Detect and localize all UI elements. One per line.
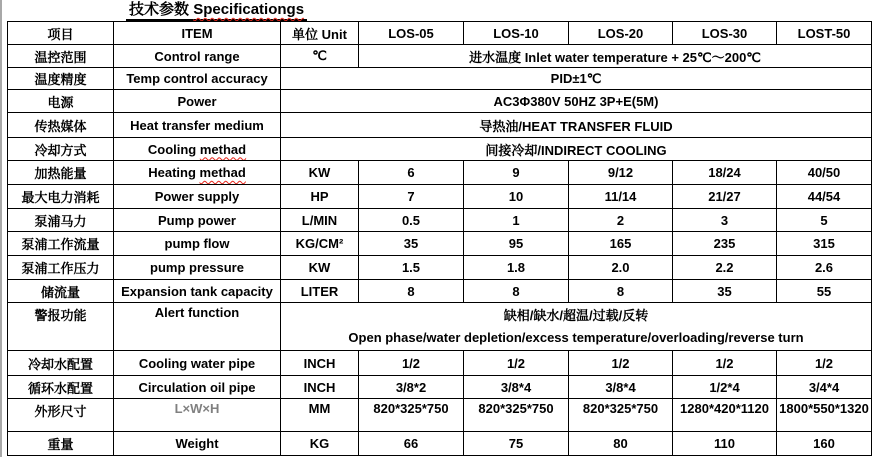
table-cell: 加热能量 xyxy=(8,161,114,185)
table-cell: 1/2 xyxy=(569,351,673,376)
table-row xyxy=(8,399,872,432)
table-cell: Pump power xyxy=(114,209,281,232)
header-cell-los-20: LOS-20 xyxy=(569,22,673,45)
table-cell: 35 xyxy=(359,232,464,256)
table-cell: Heat transfer medium xyxy=(114,113,281,138)
spec-table xyxy=(7,21,872,456)
table-cell: 间接冷却/INDIRECT COOLING xyxy=(281,138,872,161)
table-header-row xyxy=(8,22,872,45)
table-cell: pump pressure xyxy=(114,256,281,280)
table-cell: 泵浦马力 xyxy=(8,209,114,232)
table-cell: 1/2 xyxy=(359,351,464,376)
table-cell: 8 xyxy=(464,280,569,303)
table-cell: 80 xyxy=(569,432,673,456)
table-row xyxy=(8,185,872,209)
table-cell: KG/CM² xyxy=(281,232,359,256)
table-cell: 1800*550*1320 xyxy=(777,399,872,432)
table-cell: 冷却水配置 xyxy=(8,351,114,376)
table-cell: 6 xyxy=(359,161,464,185)
table-row xyxy=(8,209,872,232)
table-cell-line: 缺相/缺水/超温/过载/反转 xyxy=(503,308,649,323)
table-cell: 40/50 xyxy=(777,161,872,185)
table-cell: 1.5 xyxy=(359,256,464,280)
table-row xyxy=(8,45,872,68)
table-row xyxy=(8,376,872,399)
table-cell: Power xyxy=(114,90,281,113)
table-cell: AC3Φ380V 50HZ 3P+E(5M) xyxy=(281,90,872,113)
table-cell: 9/12 xyxy=(569,161,673,185)
table-cell: 1/2*4 xyxy=(673,376,777,399)
table-cell: 1/2 xyxy=(673,351,777,376)
table-cell: 2 xyxy=(569,209,673,232)
table-cell: MM xyxy=(281,399,359,432)
table-cell: 21/27 xyxy=(673,185,777,209)
table-cell: 3/4*4 xyxy=(777,376,872,399)
table-cell: 44/54 xyxy=(777,185,872,209)
table-cell: 温控范围 xyxy=(8,45,114,68)
table-cell: pump flow xyxy=(114,232,281,256)
table-cell: Power supply xyxy=(114,185,281,209)
table-cell: KW xyxy=(281,256,359,280)
table-cell: 315 xyxy=(777,232,872,256)
table-cell: Circulation oil pipe xyxy=(114,376,281,399)
table-cell: 1.8 xyxy=(464,256,569,280)
table-cell: 重量 xyxy=(8,432,114,456)
table-cell: 35 xyxy=(673,280,777,303)
table-cell: 820*325*750 xyxy=(464,399,569,432)
header-cell-los-30: LOS-30 xyxy=(673,22,777,45)
table-cell: 0.5 xyxy=(359,209,464,232)
table-cell: 55 xyxy=(777,280,872,303)
table-cell: 110 xyxy=(673,432,777,456)
table-cell: 1 xyxy=(464,209,569,232)
table-row xyxy=(8,232,872,256)
table-cell: 5 xyxy=(777,209,872,232)
table-cell: 导热油/HEAT TRANSFER FLUID xyxy=(281,113,872,138)
table-cell: KW xyxy=(281,161,359,185)
table-cell: 18/24 xyxy=(673,161,777,185)
table-cell: 电源 xyxy=(8,90,114,113)
table-cell: L×W×H xyxy=(114,399,281,432)
table-cell: 9 xyxy=(464,161,569,185)
table-cell: LITER xyxy=(281,280,359,303)
header-cell-los-10: LOS-10 xyxy=(464,22,569,45)
table-row xyxy=(8,351,872,376)
table-row xyxy=(8,113,872,138)
page-title xyxy=(126,0,307,21)
table-cell: HP xyxy=(281,185,359,209)
table-cell: 7 xyxy=(359,185,464,209)
table-cell: 8 xyxy=(569,280,673,303)
table-cell: Heating methad xyxy=(114,161,281,185)
window-edge-line xyxy=(0,0,2,457)
table-row xyxy=(8,161,872,185)
table-cell: 820*325*750 xyxy=(569,399,673,432)
table-cell: 储流量 xyxy=(8,280,114,303)
table-cell: 警报功能 xyxy=(8,303,114,351)
table-cell: 进水温度 Inlet water temperature + 25℃～200℃ xyxy=(359,45,872,68)
table-cell: 11/14 xyxy=(569,185,673,209)
header-cell-unit: 单位 Unit xyxy=(281,22,359,45)
header-cell-item-zh: 项目 xyxy=(8,22,114,45)
table-row xyxy=(8,432,872,456)
title-en: Specificationgs xyxy=(193,1,305,18)
header-cell-lost-50: LOST-50 xyxy=(777,22,872,45)
table-cell: ℃ xyxy=(281,45,359,68)
table-cell: 3/8*2 xyxy=(359,376,464,399)
table-cell: 165 xyxy=(569,232,673,256)
table-cell: 冷却方式 xyxy=(8,138,114,161)
table-cell-line: Open phase/water depletion/excess temperature/overloading/reverse turn xyxy=(348,330,804,345)
table-cell: 3/8*4 xyxy=(569,376,673,399)
table-cell: INCH xyxy=(281,376,359,399)
table-cell: 1/2 xyxy=(464,351,569,376)
table-row xyxy=(8,90,872,113)
table-cell xyxy=(281,303,872,351)
table-cell: Temp control accuracy xyxy=(114,68,281,90)
table-row xyxy=(8,280,872,303)
table-cell: 2.2 xyxy=(673,256,777,280)
table-row xyxy=(8,68,872,90)
table-cell: 外形尺寸 xyxy=(8,399,114,432)
spellcheck-word: methad xyxy=(199,141,247,157)
table-cell: 160 xyxy=(777,432,872,456)
table-cell: 1280*420*1120 xyxy=(673,399,777,432)
table-cell: 3 xyxy=(673,209,777,232)
table-cell: Weight xyxy=(114,432,281,456)
table-cell: INCH xyxy=(281,351,359,376)
table-cell: 3/8*4 xyxy=(464,376,569,399)
table-cell: KG xyxy=(281,432,359,456)
table-cell: PID±1℃ xyxy=(281,68,872,90)
table-cell: Cooling methad xyxy=(114,138,281,161)
spellcheck-word: methad xyxy=(199,165,246,180)
table-cell: 66 xyxy=(359,432,464,456)
table-row xyxy=(8,138,872,161)
table-cell: Expansion tank capacity xyxy=(114,280,281,303)
header-cell-los-05: LOS-05 xyxy=(359,22,464,45)
table-cell: Cooling water pipe xyxy=(114,351,281,376)
table-row xyxy=(8,303,872,351)
header-cell-item-en: ITEM xyxy=(114,22,281,45)
table-cell: 泵浦工作流量 xyxy=(8,232,114,256)
table-cell: 75 xyxy=(464,432,569,456)
table-cell: 235 xyxy=(673,232,777,256)
table-cell: 温度精度 xyxy=(8,68,114,90)
table-cell: 1/2 xyxy=(777,351,872,376)
table-cell: Alert function xyxy=(114,303,281,351)
table-cell: 820*325*750 xyxy=(359,399,464,432)
table-cell: L/MIN xyxy=(281,209,359,232)
table-cell: 2.0 xyxy=(569,256,673,280)
table-cell: 循环水配置 xyxy=(8,376,114,399)
table-cell: 传热媒体 xyxy=(8,113,114,138)
title-zh: 技术参数 xyxy=(129,1,190,18)
table-cell: 10 xyxy=(464,185,569,209)
table-cell: Control range xyxy=(114,45,281,68)
table-cell: 95 xyxy=(464,232,569,256)
table-cell: 2.6 xyxy=(777,256,872,280)
page-title-underline xyxy=(126,0,307,21)
table-row xyxy=(8,256,872,280)
table-cell: 8 xyxy=(359,280,464,303)
table-cell: 泵浦工作压力 xyxy=(8,256,114,280)
spec-table-body xyxy=(8,45,872,456)
table-cell: 最大电力消耗 xyxy=(8,185,114,209)
